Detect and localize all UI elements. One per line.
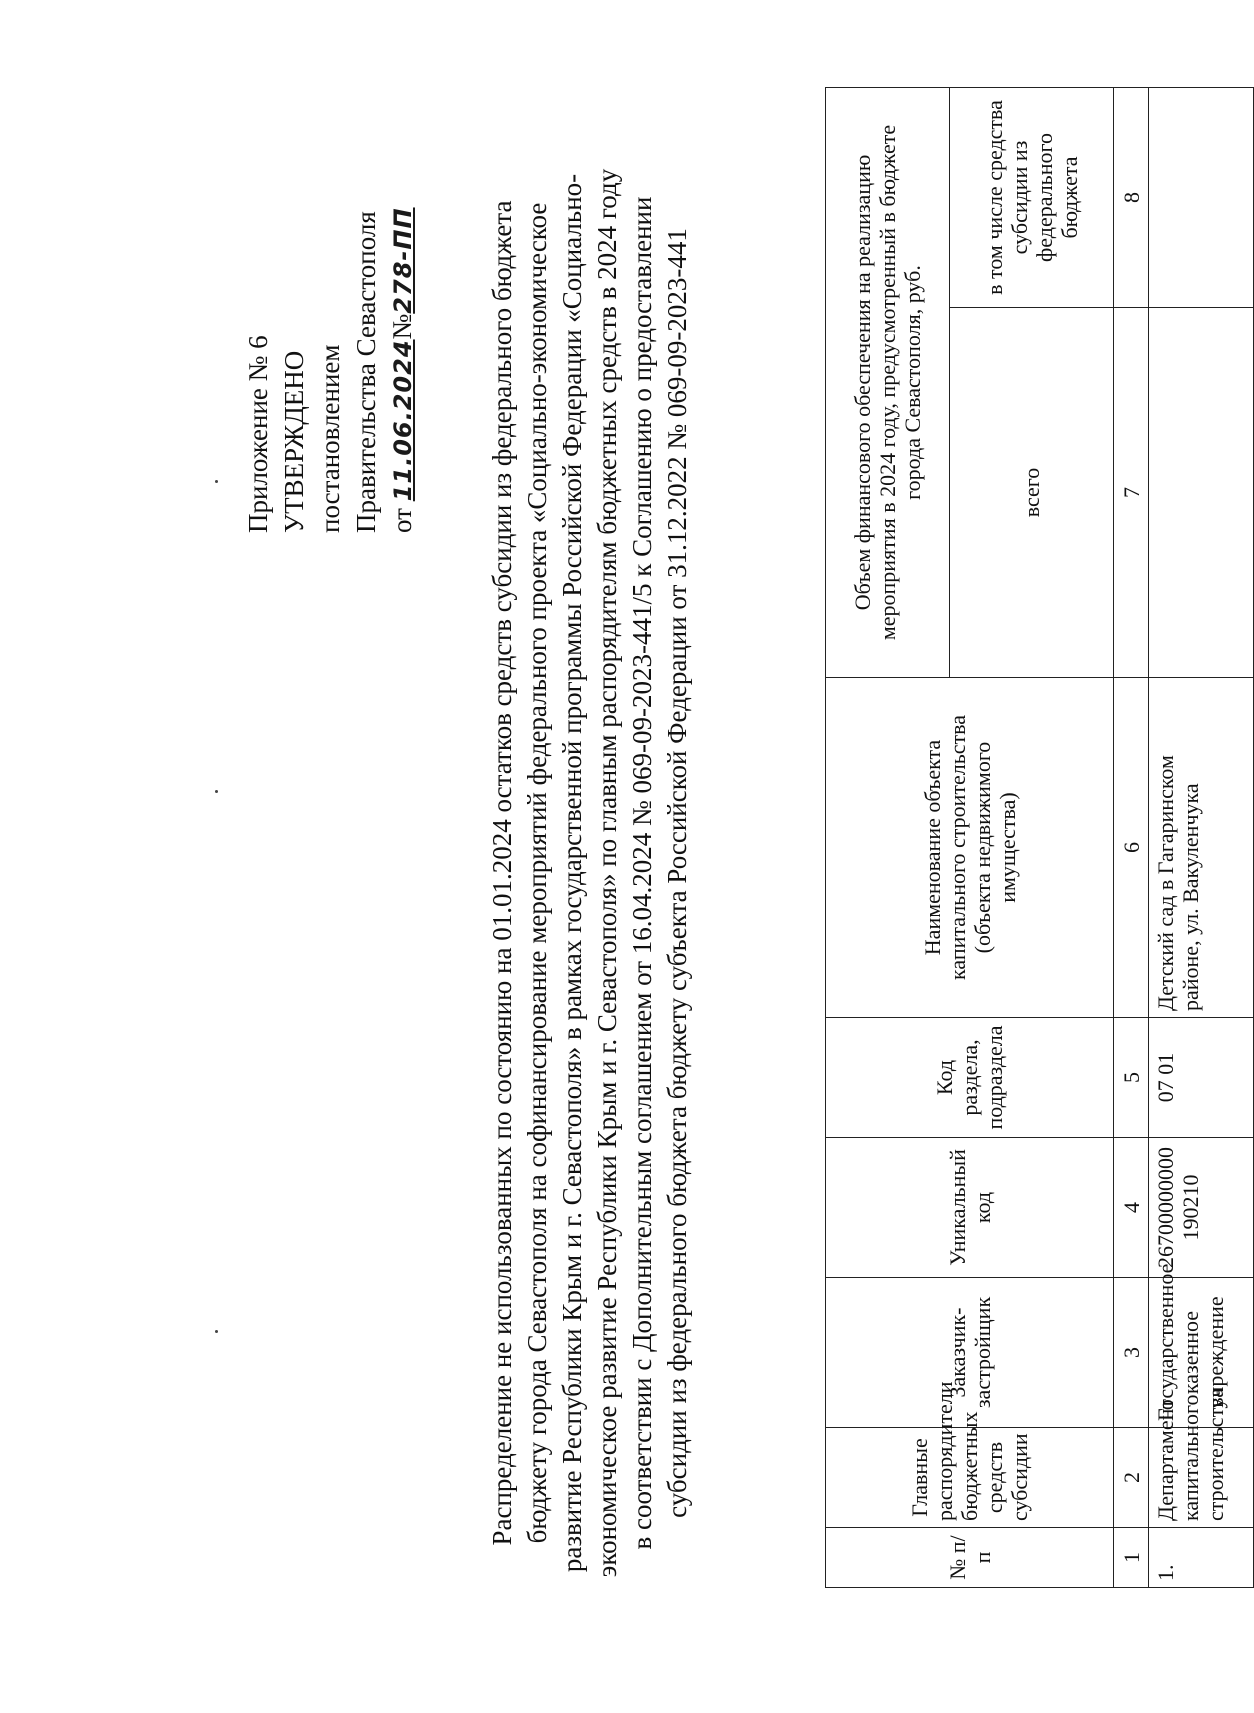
table-header-row [826, 87, 950, 1587]
appendix-label: Приложение № 6 [243, 335, 273, 533]
header-section-code: Код раздела, подраздела [826, 1018, 1114, 1138]
header-federal: в том числе средства субсидии из федерального бюджета [950, 87, 1114, 307]
decree-date-line [384, 73, 421, 533]
government-label: Правительства Севастополя [351, 211, 381, 533]
from-prefix: от [387, 508, 417, 533]
scan-dot [215, 1330, 218, 1333]
scan-dot [215, 480, 218, 483]
cell-distributor: Департамент капитального строительства [1149, 1428, 1254, 1528]
cell-section-code: 07 01 [1149, 1018, 1254, 1138]
header-number: № п/п [826, 1528, 1114, 1588]
column-number: 1 [1114, 1528, 1149, 1588]
scan-dot [215, 790, 218, 793]
header-object-name: Наименование объекта капитального строительства (объекта недвижимого имущества) [826, 678, 1114, 1018]
approval-stamp [240, 73, 421, 533]
column-number-row [1114, 87, 1149, 1587]
decree-date: 11.06.2024 [389, 339, 417, 502]
cell-customer: Государственное казенное учреждение [1149, 1278, 1254, 1428]
document-title: Распределение не использованных по состоянию на 01.01.2024 остатков средств субсидии из федерального бюджета бюджету города Севастополя на софинансирование мероприятий федерального проекта «Социально-экономическое развитие Республики Крым и г. Севастополя» в рамках государственной программы Российской Федерации «Социально-экономическое развитие Республики Крым и г. Севастополя» по главным распорядителям бюджетных средств в 2024 году в соответствии с Дополнительным соглашением от 16.04.2024 № 069-09-2023-441/5 к Соглашению о предоставлении субсидии из федерального бюджета бюджету субъекта Российской Федерации от 31.12.2022 № 069-09-2023-441 [487, 168, 692, 1578]
distribution-table [825, 87, 1254, 1588]
number-prefix: № [387, 313, 417, 340]
column-number: 8 [1114, 87, 1149, 307]
cell-unique-code: 26700000000190210 [1149, 1138, 1254, 1278]
header-funding-group: Объем финансового обеспечения на реализацию мероприятия в 2024 году, предусмотренный в бюджете города Севастополя, руб. [826, 87, 950, 677]
table-row [1149, 87, 1254, 1587]
cell-object-name: Детский сад в Гагаринском районе, ул. Вакуленчука [1149, 678, 1254, 1018]
approved-label: УТВЕРЖДЕНО [279, 350, 309, 533]
column-number: 3 [1114, 1278, 1149, 1428]
column-number: 6 [1114, 678, 1149, 1018]
header-distributor: Главные распорядители бюджетных средств субсидии [826, 1428, 1114, 1528]
header-unique-code: Уникальный код [826, 1138, 1114, 1278]
cell-federal [1149, 87, 1254, 307]
column-number: 4 [1114, 1138, 1149, 1278]
distribution-table-container [825, 88, 1254, 1588]
cell-number: 1. [1149, 1528, 1254, 1588]
decree-label: постановлением [315, 344, 345, 533]
header-customer: Заказчик-застройщик [826, 1278, 1114, 1428]
column-number: 5 [1114, 1018, 1149, 1138]
decree-number: 278-ПП [389, 207, 417, 314]
cell-total [1149, 308, 1254, 678]
column-number: 7 [1114, 308, 1149, 678]
header-total: всего [950, 308, 1114, 678]
column-number: 2 [1114, 1428, 1149, 1528]
